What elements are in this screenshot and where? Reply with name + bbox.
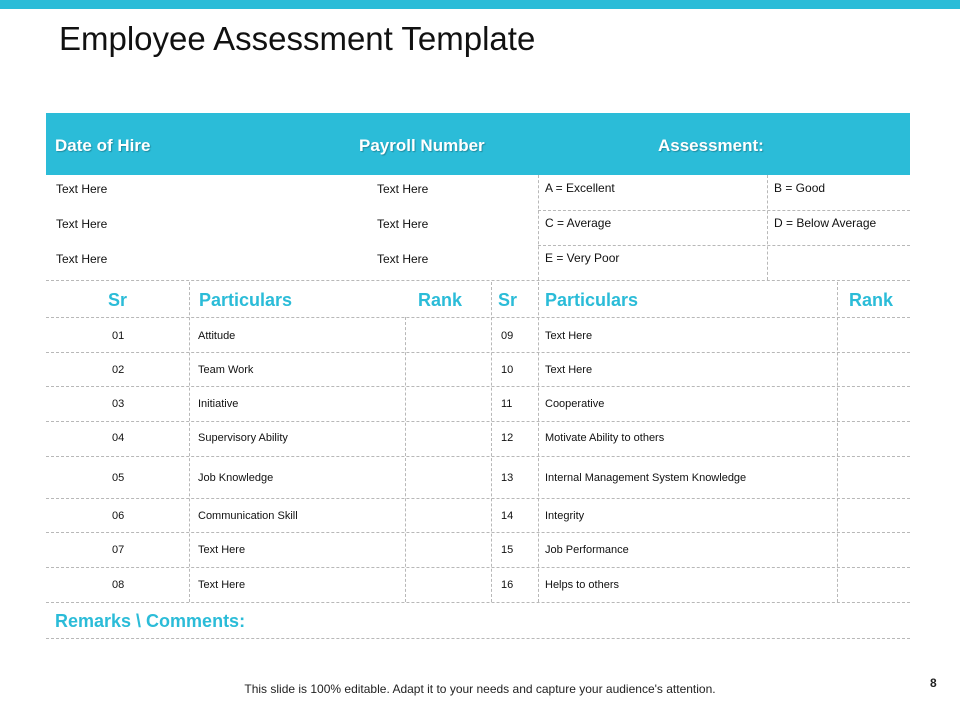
sr-cell: 16 (501, 579, 514, 591)
footer-caption: This slide is 100% editable. Adapt it to your needs and capture your audience's attention. (244, 682, 716, 696)
header-assessment: Assessment: (658, 136, 764, 155)
particular-cell: Cooperative (545, 398, 605, 410)
table-row (46, 532, 910, 567)
sr-cell: 08 (112, 579, 125, 591)
col-sr-right: Sr (498, 290, 518, 310)
header-payroll-number: Payroll Number (359, 136, 485, 155)
divider (538, 245, 910, 246)
col-rank-right: Rank (849, 290, 894, 310)
sr-cell: 04 (112, 432, 125, 444)
table-header-row (46, 282, 910, 317)
divider (491, 282, 492, 602)
remarks-label: Remarks \ Comments: (55, 611, 246, 631)
table-row (46, 421, 910, 456)
header-band (46, 113, 910, 175)
col-sr-left: Sr (108, 290, 128, 310)
table-row (46, 567, 910, 602)
divider (46, 602, 910, 603)
sr-cell: 12 (501, 432, 514, 444)
info-date-cell[interactable]: Text Here (56, 252, 108, 266)
particular-cell: Text Here (198, 579, 246, 591)
sr-cell: 09 (501, 330, 514, 342)
sr-cell: 11 (501, 398, 513, 410)
particular-cell: Team Work (198, 364, 254, 376)
particular-cell: Internal Management System Knowledge (545, 472, 747, 484)
table-row (46, 386, 910, 421)
divider (767, 175, 768, 280)
grade-c-cell: C = Average (545, 216, 612, 230)
particular-cell: Helps to others (545, 579, 619, 591)
sr-cell: 13 (501, 472, 514, 484)
sr-cell: 02 (112, 364, 125, 376)
sr-cell: 07 (112, 544, 125, 556)
table-row (46, 317, 910, 352)
col-particulars-left: Particulars (199, 290, 293, 310)
grade-b-cell: B = Good (774, 181, 826, 195)
sr-cell: 01 (112, 330, 125, 342)
info-payroll-cell[interactable]: Text Here (377, 252, 429, 266)
divider (538, 282, 539, 602)
page-number: 8 (930, 676, 937, 690)
sr-cell: 06 (112, 510, 125, 522)
info-table (46, 175, 910, 280)
sr-cell: 03 (112, 398, 125, 410)
info-payroll-cell[interactable]: Text Here (377, 217, 429, 231)
header-date-of-hire: Date of Hire (55, 136, 151, 155)
info-date-cell[interactable]: Text Here (56, 217, 108, 231)
particular-cell: Initiative (198, 398, 239, 410)
divider (46, 638, 910, 639)
particular-cell: Attitude (198, 330, 236, 342)
page-title: Employee Assessment Template (59, 20, 536, 57)
divider (46, 280, 910, 281)
sr-cell: 14 (501, 510, 514, 522)
footer-text (0, 682, 960, 696)
particular-cell: Text Here (545, 364, 593, 376)
particular-cell: Communication Skill (198, 510, 298, 522)
grade-d-cell: D = Below Average (774, 216, 877, 230)
divider (189, 282, 190, 602)
col-particulars-right: Particulars (545, 290, 639, 310)
divider (538, 210, 910, 211)
table-row (46, 456, 910, 498)
grade-a-cell: A = Excellent (545, 181, 615, 195)
col-rank-left: Rank (418, 290, 463, 310)
particular-cell: Text Here (198, 544, 246, 556)
top-accent-bar (0, 0, 960, 9)
particular-cell: Supervisory Ability (198, 432, 288, 444)
info-date-cell[interactable]: Text Here (56, 182, 108, 196)
table-row (46, 352, 910, 386)
divider (837, 282, 838, 602)
sr-cell: 15 (501, 544, 514, 556)
particular-cell: Integrity (545, 510, 585, 522)
divider (405, 317, 406, 602)
table-row (46, 498, 910, 532)
sr-cell: 10 (501, 364, 514, 376)
info-payroll-cell[interactable]: Text Here (377, 182, 429, 196)
grade-e-cell: E = Very Poor (545, 251, 620, 265)
particular-cell: Motivate Ability to others (545, 432, 665, 444)
particular-cell: Job Knowledge (198, 472, 274, 484)
particular-cell: Text Here (545, 330, 593, 342)
particular-cell: Job Performance (545, 544, 629, 556)
sr-cell: 05 (112, 472, 125, 484)
divider (538, 175, 539, 280)
